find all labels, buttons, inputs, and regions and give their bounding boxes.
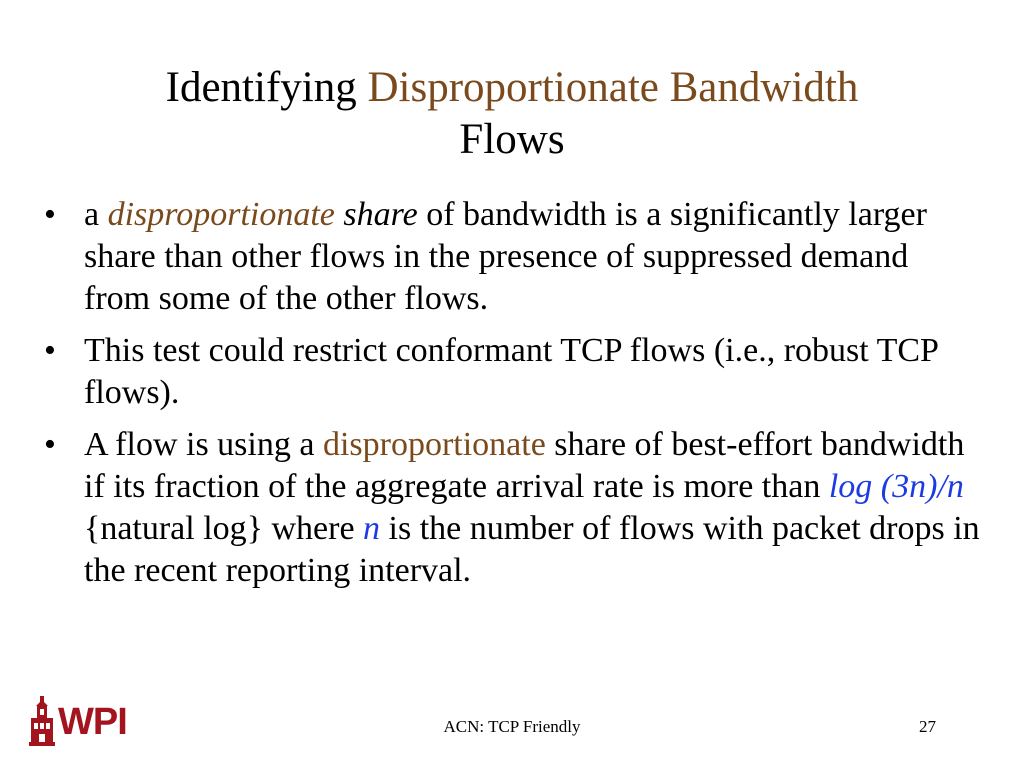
title-part-plain: Identifying [165, 64, 357, 111]
wpi-logo-text: WPI [58, 701, 127, 743]
bullet-emphasis: share [343, 196, 418, 233]
title-part-second-line: Flows [459, 116, 565, 163]
wpi-building-icon [28, 694, 56, 748]
page-number: 27 [919, 717, 936, 736]
formula: log (3n)/n [828, 468, 964, 505]
bullet-text: A flow is using a [84, 426, 323, 463]
bullet-dot: • [44, 426, 56, 463]
wpi-logo [28, 694, 148, 748]
bullet-list [44, 194, 980, 602]
bullet-text: a [84, 196, 108, 233]
bullet-text: This test could restrict conformant TCP flows (i.e., robust TCP flows). [84, 332, 938, 411]
bullet-dot: • [44, 332, 56, 369]
bullet-dot: • [44, 196, 56, 233]
slide-title [60, 62, 964, 166]
title-part-accent: Disproportionate Bandwidth [367, 64, 859, 111]
variable-n: n [363, 510, 381, 547]
bullet-text: is the number of flows with packet drops in the recent reporting interval. [84, 510, 980, 589]
footer-center: ACN: TCP Friendly [443, 717, 581, 736]
bullet-accent: disproportionate [322, 426, 546, 463]
bullet-item [44, 330, 980, 414]
bullet-emphasis: disproportionate [107, 196, 335, 233]
bullet-item [44, 194, 980, 320]
bullet-text: {natural log} where [84, 510, 364, 547]
bullet-item [44, 424, 980, 592]
bullet-text: of bandwidth is a significantly larger share than other flows in the presence of suppressed demand from some of the other flows. [84, 196, 927, 317]
bullet-text: share of best-effort bandwidth if its fraction of the aggregate arrival rate is more than [84, 426, 965, 505]
